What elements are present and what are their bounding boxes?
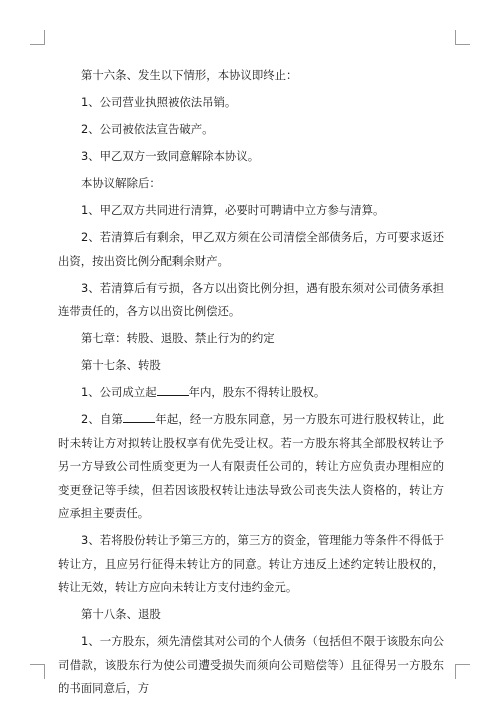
article-17-item-2 — [58, 408, 444, 526]
document-page — [58, 64, 444, 704]
crop-mark-bottom-right — [455, 664, 470, 679]
termination-item-1: 1、甲乙双方共同进行清算，必要时可聘请中立方参与清算。 — [81, 203, 385, 217]
chapter-7-heading: 第七章：转股、退股、禁止行为的约定 — [81, 331, 275, 345]
item-1-text-before: 1、公司成立起 — [81, 385, 157, 399]
blank-year-field[interactable] — [123, 411, 155, 423]
article-17-item-1 — [58, 381, 444, 405]
item-2-text-before: 2、自第 — [81, 412, 124, 426]
termination-intro: 本协议解除后： — [81, 176, 161, 190]
blank-years-field[interactable] — [157, 384, 189, 396]
article-18-item-1: 1、一方股东，须先清偿其对公司的个人债务（包括但不限于该股东向公司借款，该股东行为使公司遭受损失而须向公司赔偿等）且征得另一方股东的书面同意后，方 — [58, 634, 444, 695]
termination-item-3: 3、若清算后有亏损，各方以出资比例分担，遇有股东须对公司债务承担连带责任的，各方以出资比例偿还。 — [58, 280, 444, 318]
crop-mark-bottom-left — [30, 664, 45, 679]
article-17-item-3: 3、若将股份转让予第三方的，第三方的资金，管理能力等条件不得低于转让方，且应另行征得未转让方的同意。转让方违反上述约定转让股权的，转让无效，转让方应向未转让方支付违约金元。 — [58, 533, 444, 594]
crop-mark-top-right — [455, 30, 470, 45]
item-2-text-after: 年起，经一方股东同意，另一方股东可进行股权转让，此时未转让方对拟转让股权享有优先受让权。若一方股东将其全部股权转让予另一方导致公司性质变更为一人有限责任公司的，转让方应负责办理相应的变更登记等手续，但若因该股权转让违法导致公司丧失法人资格的，转让方应承担主要责任。 — [58, 412, 444, 520]
article-16-heading: 第十六条、发生以下情形，本协议即终止： — [81, 68, 298, 82]
article-16-item-1: 1、公司营业执照被依法吊销。 — [81, 95, 237, 109]
crop-mark-top-left — [30, 30, 45, 45]
item-1-text-after: 年内，股东不得转让股权。 — [188, 385, 326, 399]
article-16-item-2: 2、公司被依法宣告破产。 — [81, 122, 214, 136]
article-18-heading: 第十八条、退股 — [81, 607, 161, 621]
article-17-heading: 第十七条、转股 — [81, 358, 161, 372]
termination-item-2: 2、若清算后有剩余，甲乙双方须在公司清偿全部债务后，方可要求返还出资，按出资比例分配剩余财产。 — [58, 230, 444, 268]
article-16-item-3: 3、甲乙双方一致同意解除本协议。 — [81, 149, 260, 163]
